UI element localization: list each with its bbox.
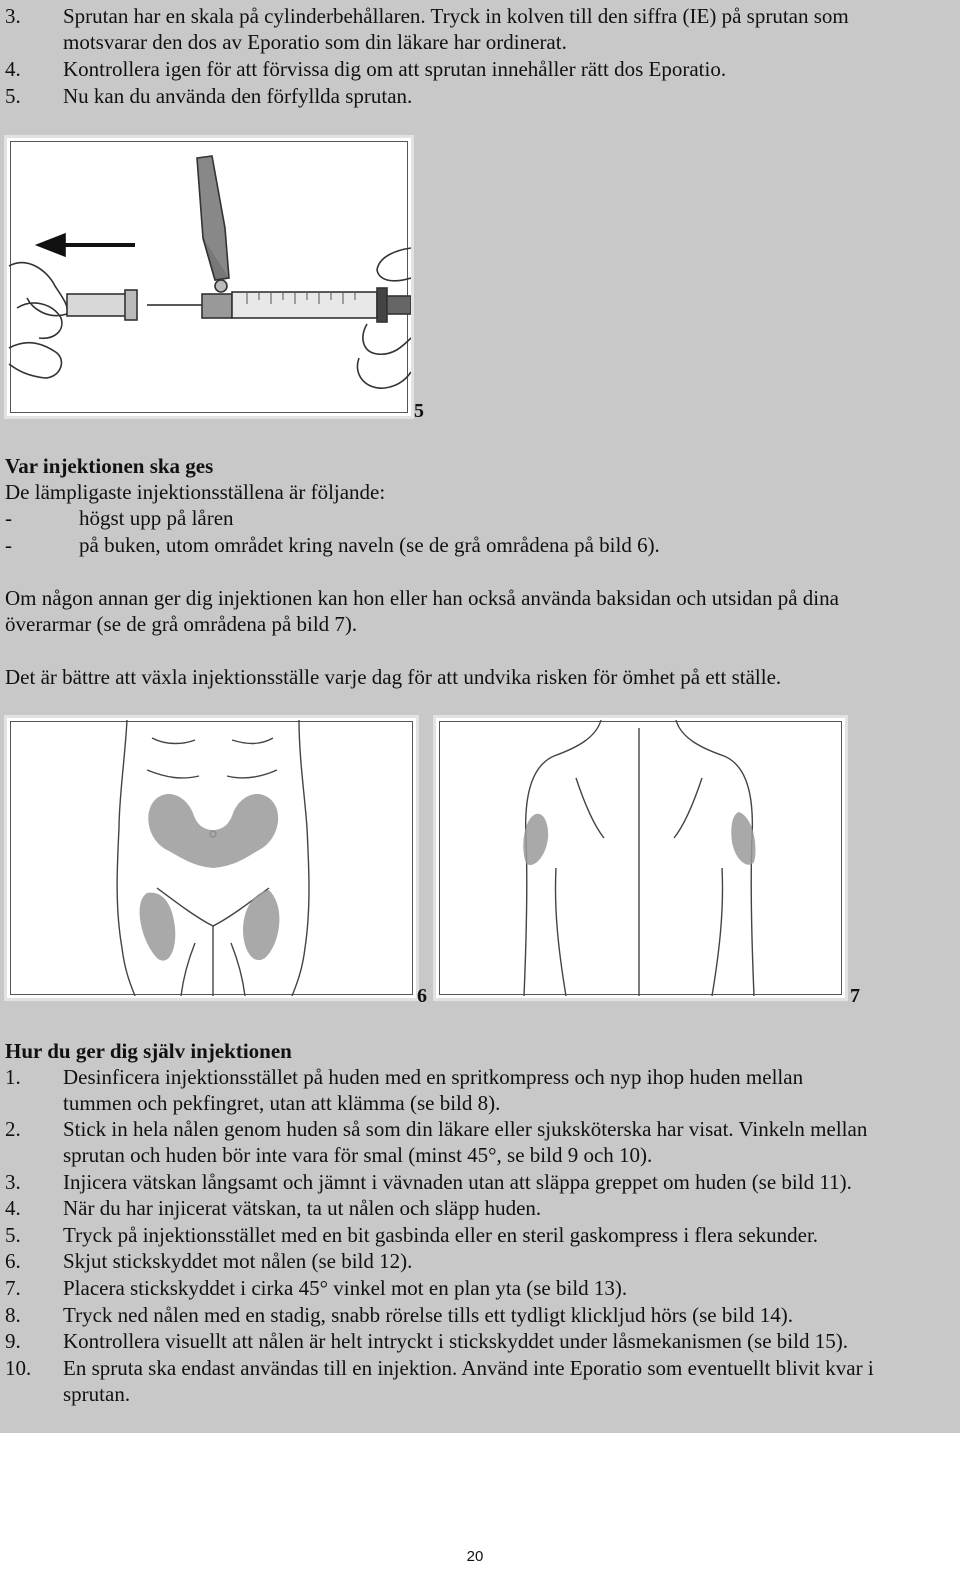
step-number: 9. bbox=[5, 1329, 21, 1353]
figure-6-front-body bbox=[4, 715, 419, 1001]
step-text: tummen och pekfingret, utan att klämma (se bild 8). bbox=[63, 1091, 501, 1115]
step-text: Sprutan har en skala på cylinderbehållaren. Tryck in kolven till den siffra (IE) på sprutan som bbox=[63, 4, 849, 28]
section-heading: Hur du ger dig själv injektionen bbox=[5, 1039, 292, 1063]
step-text: Placera stickskyddet i cirka 45° vinkel mot en plan yta (se bild 13). bbox=[63, 1276, 628, 1300]
front-body-illustration bbox=[7, 718, 416, 998]
sites-intro: De lämpligaste injektionsställena är följande: bbox=[5, 480, 386, 504]
step-number: 6. bbox=[5, 1249, 21, 1273]
step-text: Tryck ned nålen med en stadig, snabb rörelse tills ett tydligt klickljud hörs (se bild 14). bbox=[63, 1303, 794, 1327]
syringe-illustration bbox=[7, 138, 411, 416]
step-number: 5. bbox=[5, 1223, 21, 1247]
step-text: Nu kan du använda den förfyllda sprutan. bbox=[63, 84, 413, 108]
step-number: 3. bbox=[5, 1170, 21, 1194]
step-number: 7. bbox=[5, 1276, 21, 1300]
section-heading: Var injektionen ska ges bbox=[5, 454, 214, 478]
back-body-illustration bbox=[436, 718, 845, 998]
figure-7-label: 7 bbox=[850, 985, 860, 1007]
figure-5-syringe bbox=[4, 135, 414, 419]
step-number: 10. bbox=[5, 1356, 32, 1380]
paragraph-line: Om någon annan ger dig injektionen kan hon eller han också använda baksidan och utsidan på dina bbox=[5, 586, 839, 610]
step-text: Injicera vätskan långsamt och jämnt i vävnaden utan att släppa greppet om huden (se bild 11). bbox=[63, 1170, 852, 1194]
figure-5-label: 5 bbox=[414, 400, 424, 422]
step-text: Stick in hela nålen genom huden så som din läkare eller sjuksköterska har visat. Vinkeln mellan bbox=[63, 1117, 868, 1141]
bullet-dash: - bbox=[5, 506, 12, 530]
step-text: När du har injicerat vätskan, ta ut nålen och släpp huden. bbox=[63, 1196, 542, 1220]
step-text: Tryck på injektionsstället med en bit gasbinda eller en steril gaskompress i flera sekunder. bbox=[63, 1223, 819, 1247]
bullet-dash: - bbox=[5, 533, 12, 557]
step-number: 4. bbox=[5, 1196, 21, 1220]
figure-7-back-body bbox=[433, 715, 848, 1001]
step-text: Desinficera injektionsstället på huden med en spritkompress och nyp ihop huden mellan bbox=[63, 1065, 804, 1089]
bullet-text: på buken, utom området kring naveln (se de grå områdena på bild 6). bbox=[79, 533, 660, 557]
step-text: sprutan. bbox=[63, 1382, 131, 1406]
step-text: En spruta ska endast användas till en injektion. Använd inte Eporatio som eventuellt blivit kvar i bbox=[63, 1356, 874, 1380]
step-text: motsvarar den dos av Eporatio som din läkare har ordinerat. bbox=[63, 30, 567, 54]
step-number: 2. bbox=[5, 1117, 21, 1141]
step-number: 8. bbox=[5, 1303, 21, 1327]
step-number: 1. bbox=[5, 1065, 21, 1089]
step-number: 5. bbox=[5, 84, 21, 108]
step-number: 3. bbox=[5, 4, 21, 28]
bullet-text: högst upp på låren bbox=[79, 506, 234, 530]
paragraph-line: överarmar (se de grå områdena på bild 7). bbox=[5, 612, 358, 636]
step-number: 4. bbox=[5, 57, 21, 81]
step-text: sprutan och huden bör inte vara för smal (minst 45°, se bild 9 och 10). bbox=[63, 1143, 653, 1167]
page-number: 20 bbox=[466, 1548, 484, 1565]
step-text: Skjut stickskyddet mot nålen (se bild 12). bbox=[63, 1249, 413, 1273]
step-text: Kontrollera igen för att förvissa dig om att sprutan innehåller rätt dos Eporatio. bbox=[63, 57, 727, 81]
figure-6-label: 6 bbox=[417, 985, 427, 1007]
paragraph-line: Det är bättre att växla injektionsställe varje dag för att undvika risken för ömhet på ett ställe. bbox=[5, 665, 782, 689]
step-text: Kontrollera visuellt att nålen är helt intryckt i stickskyddet under låsmekanismen (se bild 15). bbox=[63, 1329, 848, 1353]
